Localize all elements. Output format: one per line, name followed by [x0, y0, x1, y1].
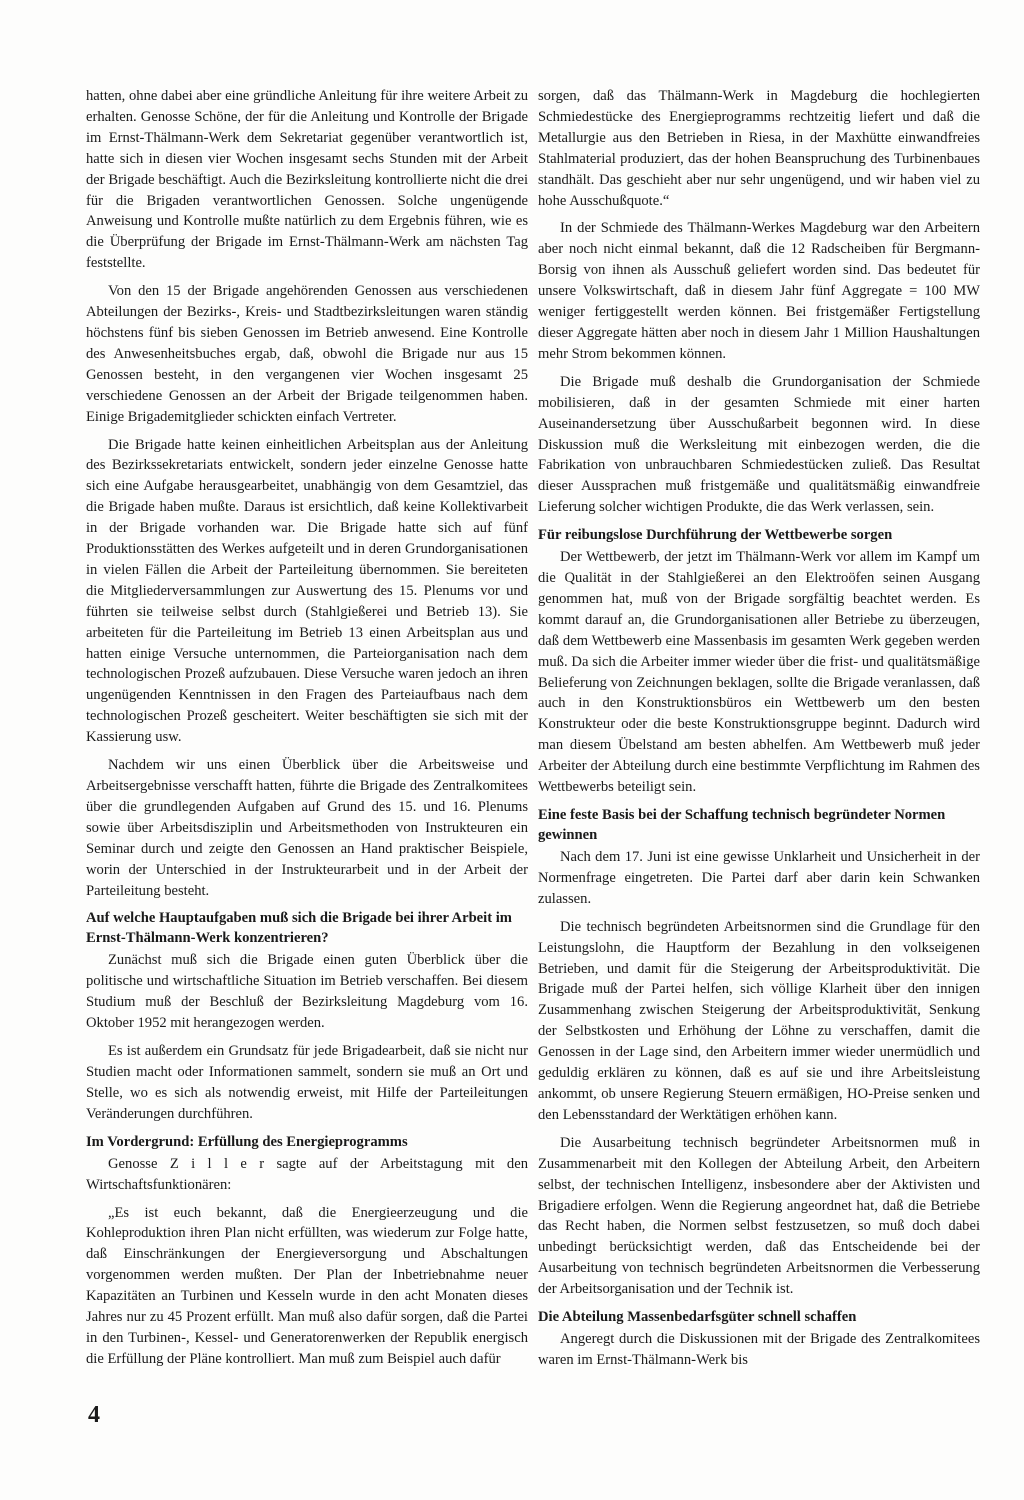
section-heading: Die Abteilung Massenbedarfsgüter schnell schaffen: [538, 1309, 857, 1326]
paragraph: Nach dem 17. Juni ist eine gewisse Unklarheit und Unsicherheit in der Normenfrage eingetreten. Die Partei darf aber darin kein Schwanken zulassen.: [538, 849, 980, 907]
left-column: [86, 86, 528, 1377]
paragraph: Die Ausarbeitung technisch begründeter Arbeitsnormen muß in Zusammenarbeit mit den Kollegen der Abteilung Arbeit, den Arbeitern selbst, der technischen Intelligenz, insbesondere aber der Aktivisten und Brigadiere erfolgen. Wenn die Regierung angeordnet hat, daß die Betriebe das Recht haben, die Normen selbst festzusetzen, so muß doch dabei unbedingt berücksichtigt werden, daß das Entscheidende bei der Ausarbeitung von technisch begründeten Arbeitsnormen die Verbesserung der Arbeitsorganisation und der Technik ist.: [538, 1134, 980, 1298]
paragraph: In der Schmiede des Thälmann-Werkes Magdeburg war den Arbeitern aber noch nicht einmal bekannt, daß die 12 Radscheiben für Bergmann-Borsig von ihnen als Ausschuß geliefert worden sind. Das bedeutet für unsere Volkswirtschaft, daß in diesem Jahr fünf Aggregate = 100 MW weniger fertiggestellt werden können. Bei fristgemäßer Fertigstellung dieser Aggregate hätten aber noch in diesem Jahr 1 Million Haushaltungen mehr Strom bekommen können.: [538, 220, 980, 362]
paragraph: Die Brigade hatte keinen einheitlichen Arbeitsplan aus der Anleitung des Bezirkssekretariats entwickelt, sondern jeder einzelne Genosse hatte sich eine Aufgabe herausgearbeitet, unabhängig von dem Gesamtziel, das die Brigade haben mußte. Daraus ist ersichtlich, daß keine Kollektivarbeit in der Brigade vorhanden war. Die Brigade hatte sich auf fünf Produktionsstätten des Werkes aufgeteilt und in deren Grundorganisationen in vielen Fällen die Arbeit der Parteileitung übernommen. Sie bereiteten die Mitgliederversammlungen zur Auswertung des 15. Plenums vor und führten sie teilweise selbst durch (Stahlgießerei und Betrieb 13). Sie arbeiteten für die Parteileitung im Betrieb 13 einen Arbeitsplan aus und hatten einige Versuche unternommen, die Parteiorganisation nach dem technologischen Prozeß aufzubauen. Diese Versuche waren jedoch an ihren ungenügenden Kenntnissen in den Fragen des Parteiaufbaus nach dem technologischen Prozeß gescheitert. Weiter beschäftigten sie sich mit der Kassierung usw.: [86, 436, 528, 746]
paragraph: Der Wettbewerb, der jetzt im Thälmann-Werk vor allem im Kampf um die Qualität in der Stahlgießerei an den Elektroöfen seinen Ausgang genommen hat, muß von der Brigade sorgfältig beachtet werden. Es kommt darauf an, die Grundorganisationen aller Betriebe zu überzeugen, daß dem Wettbewerb eine Massenbasis im gesamten Werk gegeben werden muß. Da sich die Arbeiter immer wieder über die frist- und qualitätsmäßige Belieferung von Zeichnungen beklagen, sollte die Brigade veranlassen, daß auch in den Konstruktionsbüros ein Wettbewerb um den besten Konstrukteur oder die beste Konstruktionsgruppe beginnt. Dadurch wird man diesem Übelstand am besten abhelfen. Am Wettbewerb muß jeder Arbeiter der Abteilung durch eine bestimmte Verpflichtung im Rahmen des Wettbewerbs beteiligt sein.: [538, 549, 980, 796]
section-heading: Im Vordergrund: Erfüllung des Energieprogramms: [86, 1133, 408, 1150]
paragraph: Nachdem wir uns einen Überblick über die Arbeitsweise und Arbeitsergebnisse verschafft hatten, führte die Brigade des Zentralkomitees über die grundlegenden Aufgaben auf Grund des 15. und 16. Plenums sowie über Arbeitsdisziplin und Arbeitsmethoden von Instrukteuren ein Seminar durch und zeigte den Genossen an Hand praktischer Beispiele, worin der Unterschied in der Instrukteurarbeit und in der Arbeit der Parteileitung besteht.: [86, 757, 528, 899]
paragraph: Genosse Z i l l e r sagte auf der Arbeitstagung mit den Wirtschaftsfunktionären:: [86, 1155, 528, 1193]
paragraph: sorgen, daß das Thälmann-Werk in Magdeburg die hochlegierten Schmiedestücke des Energieprogramms rechtzeitig liefert und daß die Metallurgie aus den Betrieben in Riesa, in der Maxhütte einwandfreies Stahlmaterial produziert, das der hohen Beanspruchung des Turbinenbaues standhält. Das geschieht aber nur sehr ungenügend, und wir haben viel zu hohe Ausschußquote.“: [538, 88, 980, 209]
paragraph: Von den 15 der Brigade angehörenden Genossen aus verschiedenen Abteilungen der Bezirks-, Kreis- und Stadtbezirksleitungen waren ständig höchstens fünf bis sieben Genossen im Betrieb anwesend. Eine Kontrolle des Anwesenheitsbuches ergab, daß, obwohl die Brigade nur aus 15 Genossen besteht, in den vergangenen vier Wochen insgesamt 25 verschiedene Genossen an der Arbeit der Brigade teilgenommen haben. Einige Brigademitglieder schickten einfach Vertreter.: [86, 283, 528, 425]
paragraph: Angeregt durch die Diskussionen mit der Brigade des Zentralkomitees waren im Ernst-Thälmann-Werk bis: [538, 1331, 980, 1368]
section-heading: Eine feste Basis bei der Schaffung technisch begründeter Normen gewinnen: [538, 807, 946, 843]
paragraph: Die Brigade muß deshalb die Grundorganisation der Schmiede mobilisieren, daß in der gesamten Schmiede mit einer harten Auseinandersetzung über Ausschußarbeit begonnen wird. In diese Diskussion muß die Werksleitung mit einbezogen werden, die die Fabrikation von unbrauchbaren Schmiedestücken zuließ. Das Resultat dieser Aussprachen muß fristgemäße und qualitätsmäßig einwandfreie Lieferung solcher wichtigen Produkte, die das Werk verlassen, sein.: [538, 373, 980, 516]
paragraph: Es ist außerdem ein Grundsatz für jede Brigadearbeit, daß sie nicht nur Studien macht oder Informationen sammelt, sondern sie muß an Ort und Stelle, wo es sich als notwendig erweist, mit Hilfe der Parteileitungen Veränderungen durchführen.: [86, 1043, 528, 1122]
right-column: [538, 86, 980, 1378]
paragraph: Zunächst muß sich die Brigade einen guten Überblick über die politische und wirtschaftliche Situation im Betrieb verschaffen. Bei diesem Studium muß der Beschluß der Bezirksleitung Magdeburg vom 16. Oktober 1952 mit herangezogen werden.: [86, 952, 528, 1032]
section-heading: Für reibungslose Durchführung der Wettbewerbe sorgen: [538, 527, 893, 544]
paragraph: Die technisch begründeten Arbeitsnormen sind die Grundlage für den Leistungslohn, die Hauptform der Bezahlung in den volkseigenen Betrieben, und damit für die Steigerung der Arbeitsproduktivität. Die Brigade muß der Partei helfen, sich völlige Klarheit über den innigen Zusammenhang zwischen Steigerung der Arbeitsproduktivität, Senkung der Selbstkosten und Erhöhung der Löhne zu verschaffen, damit die Genossen in der Lage sind, den Arbeitern immer wieder unermüdlich und geduldig erklären zu können, daß es auf sie und ihre Arbeitsleistung ankommt, ob unsere Regierung Steuern ermäßigen, HO-Preise senken und den Lebensstandard der Werktätigen erhöhen kann.: [538, 918, 980, 1123]
paragraph: „Es ist euch bekannt, daß die Energieerzeugung und die Kohleproduktion ihren Plan nicht erfüllten, was wiederum zur Folge hatte, daß Einschränkungen der Energieversorgung und Abschaltungen vorgenommen werden mußten. Der Plan der Inbetriebnahme neuer Kapazitäten an Turbinen und Kesseln wurde in den acht Monaten dieses Jahres nur zu 45 Prozent erfüllt. Man muß also dafür sorgen, daß die Partei in den Turbinen-, Kessel- und Generatorenwerken der Republik energisch die Erfüllung der Pläne kontrolliert. Man muß zum Beispiel auch dafür: [86, 1204, 528, 1367]
paragraph: hatten, ohne dabei aber eine gründliche Anleitung für ihre weitere Arbeit zu erhalten. Genosse Schöne, der für die Anleitung und Kontrolle der Brigade im Ernst-Thälmann-Werk dem Sekretariat gegenüber verantwortlich ist, hatte sich in diesen vier Wochen insgesamt sechs Stunden mit der Arbeit der Brigade beschäftigt. Auch die Bezirksleitung kontrollierte nicht die drei für die Brigaden verantwortlichen Genossen. Solche ungenügende Anweisung und Kontrolle mußte natürlich zu dem Ergebnis führen, wie es die Überprüfung der Brigade im Ernst-Thälmann-Werk am nächsten Tag feststellte.: [86, 88, 528, 272]
section-heading: Auf welche Hauptaufgaben muß sich die Brigade bei ihrer Arbeit im Ernst-Thälmann-Werk konzentrieren?: [86, 910, 512, 947]
page-number: 4: [88, 1402, 100, 1428]
